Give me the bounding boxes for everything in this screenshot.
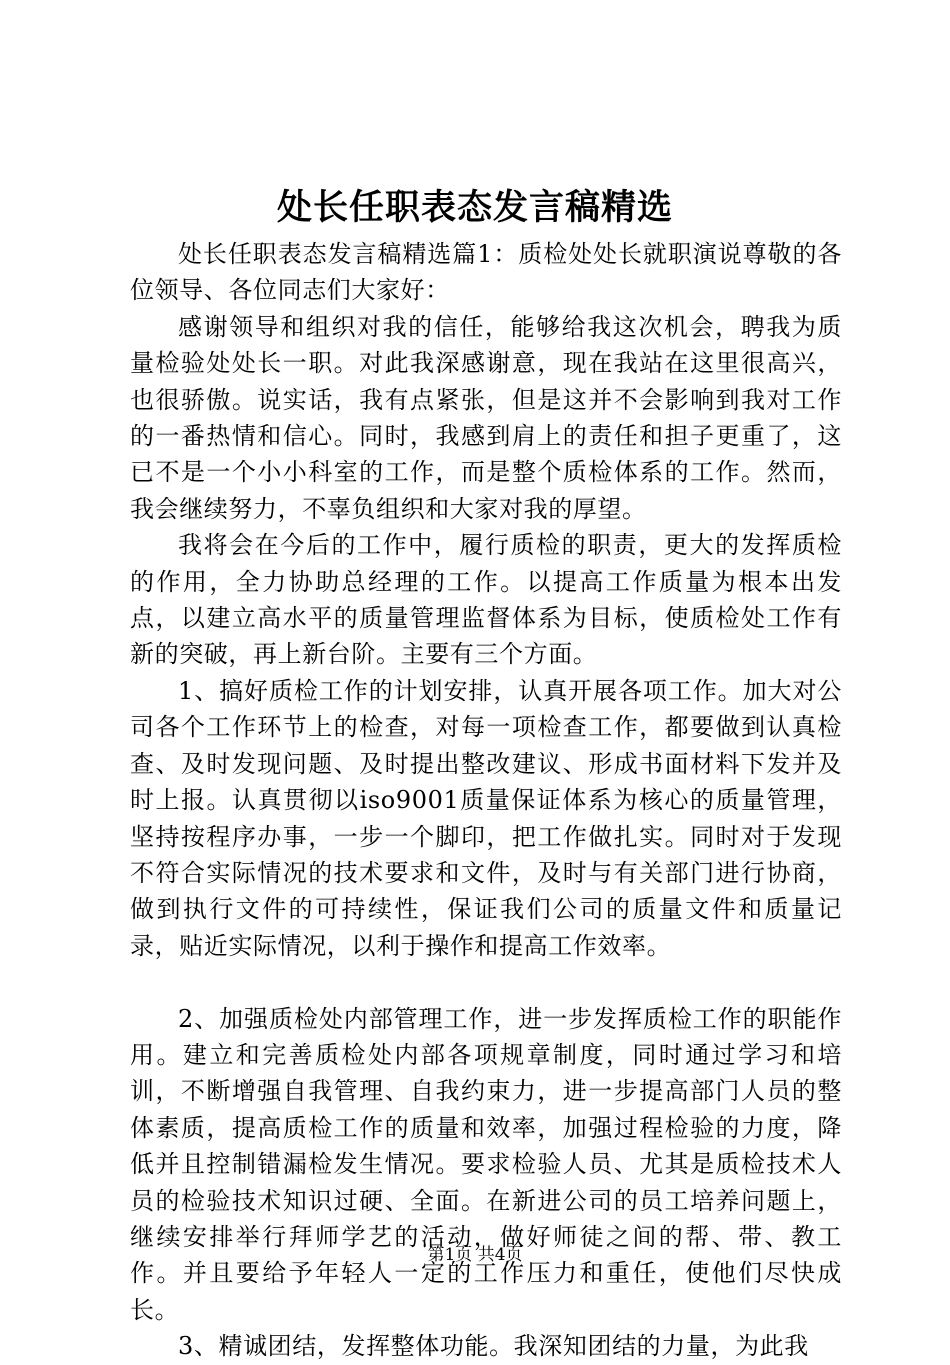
document-body (130, 236, 842, 1365)
paragraph-thanks: 感谢领导和组织对我的信任，能够给我这次机会，聘我为质量检验处处长一职。对此我深感谢意，现在我站在这里很高兴，也很骄傲。说实话，我有点紧张，但是这并不会影响到我对工作的一番热情和信心。同时，我感到肩上的责任和担子更重了，这已不是一个小小科室的工作，而是整个质检体系的工作。然而，我会继续努力，不辜负组织和大家对我的厚望。 (130, 312, 842, 523)
paragraph-point-3: 3、精诚团结，发挥整体功能。我深知团结的力量，为此我 (178, 1332, 809, 1361)
paragraph-point-1: 1、搞好质检工作的计划安排，认真开展各项工作。加大对公司各个工作环节上的检查，对每一项检查工作，都要做到认真检查、及时发现问题、及时提出整改建议、形成书面材料下发并及时上报。认真贯彻以iso9001质量保证体系为核心的质量管理，坚持按程序办事，一步一个脚印，把工作做扎实。同时对于发现不符合实际情况的技术要求和文件，及时与有关部门进行协商，做到执行文件的可持续性，保证我们公司的质量文件和质量记录，贴近实际情况，以利于操作和提高工作效率。 (130, 676, 842, 960)
page-footer: 第1页 共4页 (427, 1245, 523, 1265)
paragraph-greeting: 处长任职表态发言稿精选篇1：质检处处长就职演说尊敬的各位领导、各位同志们大家好： (130, 240, 842, 305)
paragraph-point-2: 2、加强质检处内部管理工作，进一步发挥质检工作的职能作用。建立和完善质检处内部各项规章制度，同时通过学习和培训，不断增强自我管理、自我约束力，进一步提高部门人员的整体素质，提高质检工作的质量和效率，加强过程检验的力度，降低并且控制错漏检发生情况。要求检验人员、尤其是质检技术人员的检验技术知识过硬、全面。在新进公司的员工培养问题上，继续安排举行拜师学艺的活动，做好师徒之间的帮、带、教工作。并且要给予年轻人一定的工作压力和重任，使他们尽快成长。 (130, 1004, 842, 1324)
paragraph-plan: 我将会在今后的工作中，履行质检的职责，更大的发挥质检的作用，全力协助总经理的工作。以提高工作质量为根本出发点，以建立高水平的质量管理监督体系为目标，使质检处工作有新的突破，再上新台阶。主要有三个方面。 (130, 531, 842, 669)
document-title: 处长任职表态发言稿精选 (276, 187, 673, 228)
